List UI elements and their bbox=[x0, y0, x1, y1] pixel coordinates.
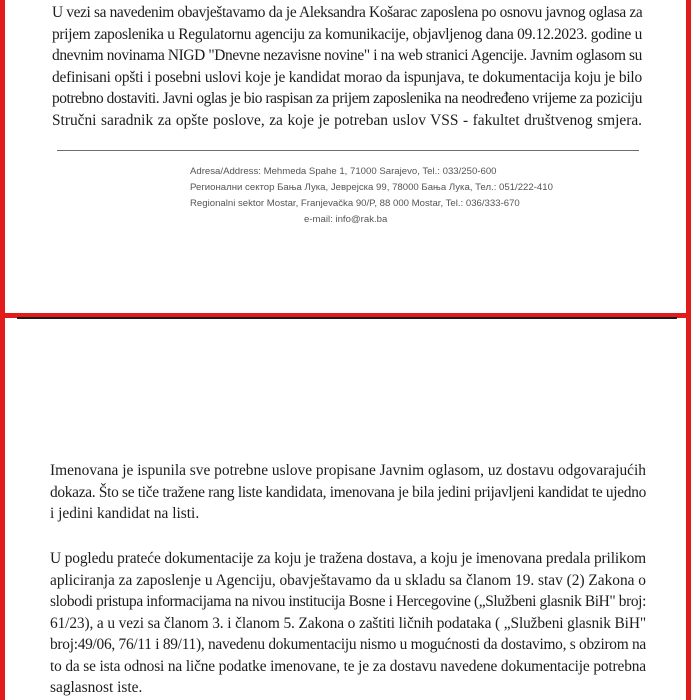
text-line: i jedini kandidat na listi. bbox=[50, 505, 200, 522]
text-line: Imenovana je ispunila sve potrebne uslove propisane Javnim oglasom, uz dostavu odgovarajućih bbox=[50, 462, 646, 479]
text-line: dnevnim novinama NIGD "Dnevne nezavisne novine" i na web stranici Agencije. Javnim oglasom su bbox=[52, 47, 642, 64]
text-line: saglasnost iste. bbox=[50, 679, 143, 696]
page-separator bbox=[17, 317, 677, 319]
footer-divider bbox=[57, 150, 639, 151]
text-line: apliciranja za zaposlenje u Agenciju, obavještavamo da u skladu sa članom 19. stav (2) Zakona o bbox=[50, 571, 646, 589]
paragraph-documentation bbox=[50, 548, 646, 699]
footer-address-banja-luka: Регионални сектор Бања Лука, Јевреjска 99, 78000 Бања Лука, Тел.: 051/222-410 bbox=[190, 182, 553, 193]
footer-address-mostar: Regionalni sektor Mostar, Franjevačka 90/P, 88 000 Mostar, Tel.: 036/333-670 bbox=[190, 198, 520, 209]
text-line: Stručni saradnik za opšte poslove, za koje je potreban uslov VSS - fakultet društvenog smjera. bbox=[52, 111, 642, 129]
text-line: slobodi pristupa informacijama na nivou institucija Bosne i Hercegovine („Službeni glasnik BiH" broj: bbox=[50, 593, 646, 610]
text-line: dokaza. Što se tiče tražene rang liste kandidata, imenovana je bila jedini prijavljeni kandidat te ujedno bbox=[50, 483, 646, 501]
footer-email: e-mail: info@rak.ba bbox=[304, 214, 388, 225]
text-line: broj:49/06, 76/11 i 89/11), navedenu dokumentaciju nismo u mogućnosti da dostavimo, s obzirom na bbox=[50, 636, 646, 653]
text-line: prijem zaposlenika u Regulatornu agenciju za komunikacije, objavljenog dana 09.12.2023. godine u bbox=[52, 25, 642, 43]
paragraph-candidate-status bbox=[50, 460, 646, 525]
text-line: U pogledu prateće dokumentacije za koju je tražena dostava, a koju je imenovana predala prilikom bbox=[50, 550, 646, 567]
text-line: to da se ista odnosi na lične podatke imenovane, te je za dostavu navedene dokumentacije potrebna bbox=[50, 657, 646, 675]
paragraph-employment-notice bbox=[52, 2, 642, 131]
text-line: definisani opšti i posebni uslovi koje je kandidat morao da ispunjava, te dokumentacija koju je bilo bbox=[52, 68, 642, 86]
text-line: 61/23), a u vezi sa članom 3. i članom 5. Zakona o zaštiti ličnih podataka ( „Službeni glasnik BiH" bbox=[50, 614, 646, 632]
footer-address-sarajevo: Adresa/Address: Mehmeda Spahe 1, 71000 Sarajevo, Tel.: 033/250-600 bbox=[190, 166, 497, 177]
letterhead-footer bbox=[190, 164, 553, 228]
text-line: potrebno dostaviti. Javni oglas je bio raspisan za prijem zaposlenika na neodređeno vrijeme za poziciju bbox=[52, 90, 642, 107]
text-line: U vezi sa navedenim obavještavamo da je Aleksandra Košarac zaposlena po osnovu javnog oglasa za bbox=[52, 4, 643, 21]
